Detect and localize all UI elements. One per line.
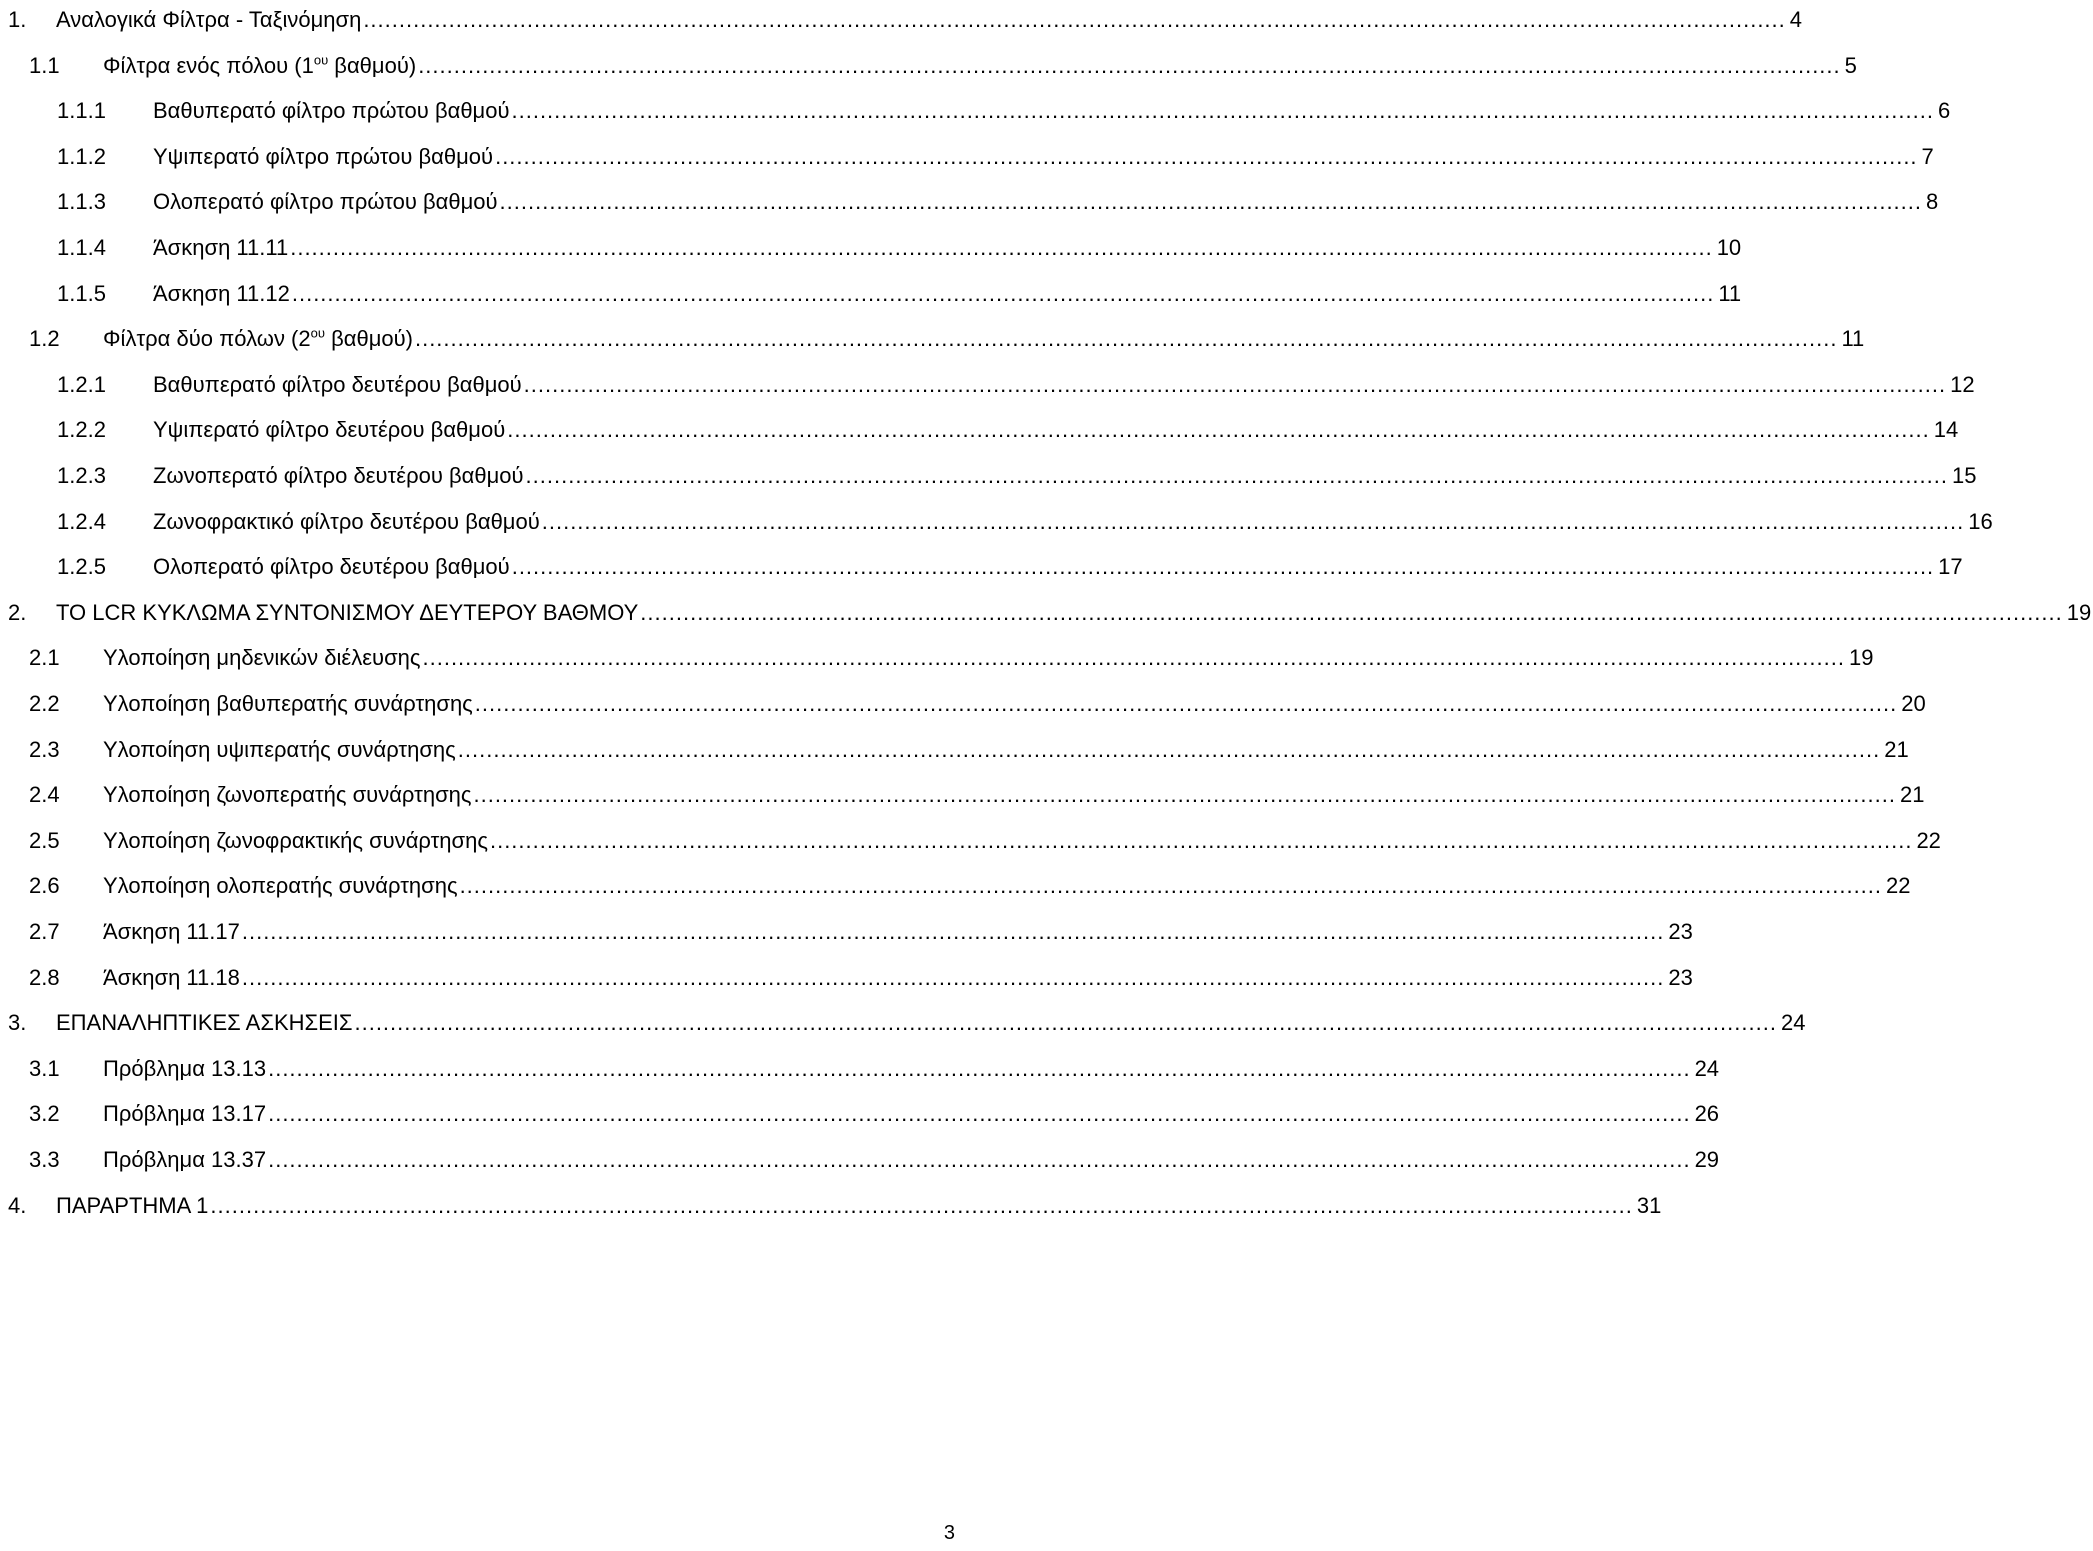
toc-entry-number: 2.2 [29, 691, 60, 716]
toc-entry-page: 23 [1668, 919, 1693, 944]
toc-entry-title [103, 824, 488, 858]
toc-entry-title-text: Ολοπερατό φίλτρο δευτέρου βαθμού [153, 554, 510, 580]
toc-entry[interactable] [0, 824, 1941, 858]
toc-entry-number: 3.3 [29, 1147, 60, 1172]
toc-entry-title-text: Άσκηση 11.18 [103, 964, 240, 990]
toc-entry-title [103, 687, 473, 721]
dot-leader: ........................................................................................................................................................................................................ [511, 554, 1935, 580]
toc-entry[interactable] [0, 778, 1925, 812]
toc-entry-number: 1.2.5 [57, 554, 106, 580]
toc-entry-number: 1.2 [29, 326, 60, 352]
toc-entry[interactable] [0, 49, 1857, 83]
toc-entry[interactable] [0, 368, 1975, 402]
toc-entry-title [103, 1097, 266, 1131]
toc-entry-title [153, 505, 540, 539]
toc-entry-number: 1. [8, 7, 27, 32]
toc-entry[interactable] [0, 1189, 1662, 1223]
toc-entry-page: 21 [1884, 736, 1909, 762]
toc-entry-title [103, 641, 421, 675]
toc-entry[interactable] [0, 961, 1693, 995]
dot-leader: ........................................................................................................................................................................................................ [474, 691, 1898, 716]
toc-entry-page: 6 [1937, 98, 1951, 124]
toc-entry-title-text: ΠΑΡΑΡΤΗΜΑ 1 [56, 1192, 209, 1218]
toc-entry-title [153, 185, 498, 219]
dot-leader: ........................................................................................................................................................................................................ [241, 964, 1665, 990]
toc-entry-page: 5 [1844, 52, 1857, 78]
toc-entry[interactable] [0, 322, 1865, 356]
toc-entry-number: 1.1.2 [57, 143, 106, 169]
toc-entry-page: 7 [1921, 143, 1934, 169]
toc-entry-number: 1.1.4 [57, 235, 106, 260]
toc-entry-title-text: ΤΟ LCR ΚΥΚΛΩΜΑ ΣΥΝΤΟΝΙΣΜΟΥ ΔΕΥΤΕΡΟΥ ΒΑΘΜΟΥ [56, 599, 639, 625]
dot-leader: ........................................................................................................................................................................................................ [489, 827, 1913, 853]
toc-entry-page: 21 [1899, 782, 1925, 808]
toc-entry-page: 22 [1886, 873, 1911, 899]
toc-entry-number: 2.8 [29, 964, 60, 990]
toc-entry[interactable] [0, 94, 1951, 128]
toc-entry-title [153, 231, 288, 265]
toc-entry-page: 29 [1694, 1147, 1720, 1172]
toc-entry-title [56, 596, 638, 630]
dot-leader: ........................................................................................................................................................................................................ [640, 599, 2063, 625]
toc-entry-number: 2.1 [29, 645, 60, 671]
toc-entry-page: 31 [1636, 1192, 1662, 1218]
toc-entry-number: 3. [8, 1010, 27, 1036]
page-number: 3 [943, 1522, 955, 1544]
toc-entry[interactable] [0, 459, 1977, 493]
toc-entry-title-text: Ζωνοφρακτικό φίλτρο δευτέρου βαθμού [153, 508, 540, 534]
toc-entry-number: 1.2.2 [57, 417, 106, 443]
toc-entry-title-text: Υλοποίηση υψιπερατής συνάρτησης [103, 736, 456, 762]
toc-entry-title-text: Αναλογικά Φίλτρα - Ταξινόμηση [56, 7, 362, 32]
dot-leader: ........................................................................................................................................................................................................ [291, 280, 1715, 306]
toc-entry[interactable] [0, 231, 1742, 265]
dot-leader: ........................................................................................................................................................................................................ [511, 98, 1934, 124]
toc-entry-title-text: Βαθυπερατό φίλτρο δευτέρου βαθμού [153, 371, 522, 397]
toc-entry-number: 2.6 [29, 873, 60, 899]
toc-entry[interactable] [0, 550, 1963, 584]
toc-entry-number: 2.5 [29, 827, 60, 853]
toc-entry-page: 19 [2066, 599, 2092, 625]
toc-entry[interactable] [0, 915, 1693, 949]
toc-entry-title [56, 1006, 352, 1040]
toc-entry-title-text: Υψιπερατό φίλτρο δευτέρου βαθμού [153, 417, 506, 443]
dot-leader: ........................................................................................................................................................................................................ [499, 189, 1923, 215]
dot-leader: ........................................................................................................................................................................................................ [268, 1055, 1691, 1081]
toc-entry-number: 3.2 [29, 1101, 60, 1127]
toc-entry-title [103, 49, 416, 83]
toc-entry-title-text: Άσκηση 11.11 [153, 235, 289, 260]
toc-entry-title [103, 1143, 266, 1177]
toc-entry-number: 1.2.1 [57, 371, 106, 397]
toc-entry-title-text: Βαθυπερατό φίλτρο πρώτου βαθμού [153, 98, 510, 124]
toc-entry-number: 1.2.3 [57, 463, 106, 488]
dot-leader: ........................................................................................................................................................................................................ [422, 645, 1845, 671]
toc-entry-title-text: ΕΠΑΝΑΛΗΠΤΙΚΕΣ ΑΣΚΗΣΕΙΣ [56, 1010, 353, 1036]
toc-entry-page: 10 [1716, 235, 1742, 260]
dot-leader: ........................................................................................................................................................................................................ [495, 143, 1918, 169]
toc-entry-title-text: Άσκηση 11.17 [103, 919, 240, 944]
dot-leader: ........................................................................................................................................................................................................ [507, 417, 1930, 443]
toc-entry-title-text: Φίλτρα ενός πόλου (1 [103, 52, 314, 78]
dot-leader: ........................................................................................................................................................................................................ [290, 235, 1713, 260]
dot-leader: ........................................................................................................................................................................................................ [523, 371, 1947, 397]
toc-entry-title-text: Υψιπερατό φίλτρο πρώτου βαθμού [153, 143, 494, 169]
toc-entry[interactable] [0, 3, 1803, 37]
toc-entry-title-text: Υλοποίηση ζωνοφρακτικής συνάρτησης [103, 827, 488, 853]
toc-entry-title-text: Ολοπερατό φίλτρο πρώτου βαθμού [153, 189, 498, 215]
toc-entry[interactable] [0, 1097, 1720, 1131]
toc-entry-page: 4 [1789, 7, 1803, 32]
toc-entry-title-text: Πρόβλημα 13.37 [103, 1147, 267, 1172]
toc-entry[interactable] [0, 185, 1939, 219]
dot-leader: ........................................................................................................................................................................................................ [354, 1010, 1777, 1036]
toc-entry-number: 2.7 [29, 919, 60, 944]
dot-leader: ........................................................................................................................................................................................................ [473, 782, 1896, 808]
toc-entry-page: 12 [1950, 371, 1975, 397]
dot-leader: ........................................................................................................................................................................................................ [525, 463, 1948, 488]
dot-leader: ........................................................................................................................................................................................................ [459, 873, 1883, 899]
toc-entry-title-text: Υλοποίηση βαθυπερατής συνάρτησης [103, 691, 473, 716]
toc-entry-title [56, 1189, 208, 1223]
toc-entry-number: 3.1 [29, 1055, 60, 1081]
toc-entry-page: 15 [1952, 463, 1977, 488]
toc-entry-title [153, 459, 524, 493]
toc-entry-title [153, 368, 522, 402]
toc-entry-title-text: Πρόβλημα 13.17 [103, 1101, 267, 1127]
dot-leader: ........................................................................................................................................................................................................ [268, 1147, 1691, 1172]
dot-leader: ........................................................................................................................................................................................................ [457, 736, 1881, 762]
toc-entry-title [103, 869, 458, 903]
toc-entry-title [103, 778, 471, 812]
toc-entry-page: 24 [1694, 1055, 1720, 1081]
toc-entry-title-text: Φίλτρα δύο πόλων (2 [103, 326, 311, 352]
toc-entry-title [153, 550, 510, 584]
toc-entry[interactable] [0, 505, 1993, 539]
toc-entry-number: 2.3 [29, 736, 60, 762]
toc-entry[interactable] [0, 869, 1911, 903]
toc-entry-number: 2. [8, 599, 27, 625]
toc-entry[interactable] [0, 277, 1742, 311]
toc-entry-title-text: Άσκηση 11.12 [153, 280, 290, 306]
dot-leader: ........................................................................................................................................................................................................ [418, 52, 1841, 78]
toc-entry-page: 17 [1938, 554, 1963, 580]
toc-entry[interactable] [0, 596, 2092, 630]
toc-entry-title-text: Υλοποίηση ολοπερατής συνάρτησης [103, 873, 458, 899]
toc-entry-page: 11 [1841, 326, 1865, 352]
toc-entry-title [103, 322, 413, 356]
toc-entry-title-suffix: βαθμού) [328, 52, 417, 78]
toc-entry-page: 20 [1901, 691, 1926, 716]
toc-entry-title-text: Υλοποίηση ζωνοπερατής συνάρτησης [103, 782, 472, 808]
toc-entry[interactable] [0, 413, 1959, 447]
dot-leader: ........................................................................................................................................................................................................ [241, 919, 1665, 944]
toc-entry-number: 1.1 [29, 52, 60, 78]
toc-entry-title-text: Ζωνοπερατό φίλτρο δευτέρου βαθμού [153, 463, 524, 488]
toc-entry[interactable] [0, 641, 1874, 675]
toc-entry[interactable] [0, 140, 1934, 174]
toc-entry-number: 1.1.3 [57, 189, 106, 215]
toc-entry-page: 8 [1926, 189, 1939, 215]
toc-entry[interactable] [0, 1052, 1720, 1086]
toc-entry-number: 2.4 [29, 782, 60, 808]
toc-entry-title [103, 733, 456, 767]
toc-entry-number: 1.1.5 [57, 280, 106, 306]
toc-entry-title [103, 961, 240, 995]
toc-entry-page: 19 [1848, 645, 1874, 671]
toc-entry[interactable] [0, 1006, 1806, 1040]
toc-entry-page: 23 [1668, 964, 1693, 990]
toc-entry-title-text: Υλοποίηση μηδενικών διέλευσης [103, 645, 421, 671]
toc-entry-page: 22 [1916, 827, 1941, 853]
toc-entry-title [103, 1052, 266, 1086]
toc-entry-page: 14 [1933, 417, 1959, 443]
toc-entry-page: 26 [1694, 1101, 1720, 1127]
toc-entry-page: 11 [1718, 280, 1742, 306]
dot-leader: ........................................................................................................................................................................................................ [541, 508, 1965, 534]
toc-entry-title [153, 277, 290, 311]
dot-leader: ........................................................................................................................................................................................................ [210, 1192, 1633, 1218]
toc-entry-number: 4. [8, 1192, 27, 1218]
dot-leader: ........................................................................................................................................................................................................ [268, 1101, 1691, 1127]
toc-entry-page: 16 [1968, 508, 1993, 534]
toc-entry[interactable] [0, 687, 1926, 721]
toc-entry-page: 24 [1780, 1010, 1806, 1036]
dot-leader: ........................................................................................................................................................................................................ [414, 326, 1838, 352]
toc-entry-number: 1.1.1 [57, 98, 106, 124]
toc-entry[interactable] [0, 733, 1909, 767]
toc-entry-title [153, 140, 493, 174]
toc-entry-title [153, 413, 505, 447]
toc-entry-title-text: Πρόβλημα 13.13 [103, 1055, 267, 1081]
ordinal-superscript: ου [310, 325, 325, 341]
toc-entry-title [153, 94, 510, 128]
toc-entry-title [56, 3, 361, 37]
toc-entry-title [103, 915, 240, 949]
toc-entry-number: 1.2.4 [57, 508, 106, 534]
ordinal-superscript: ου [313, 52, 329, 68]
toc-entry-title-suffix: βαθμού) [324, 326, 413, 352]
dot-leader: ........................................................................................................................................................................................................ [363, 7, 1786, 32]
toc-entry[interactable] [0, 1143, 1720, 1177]
